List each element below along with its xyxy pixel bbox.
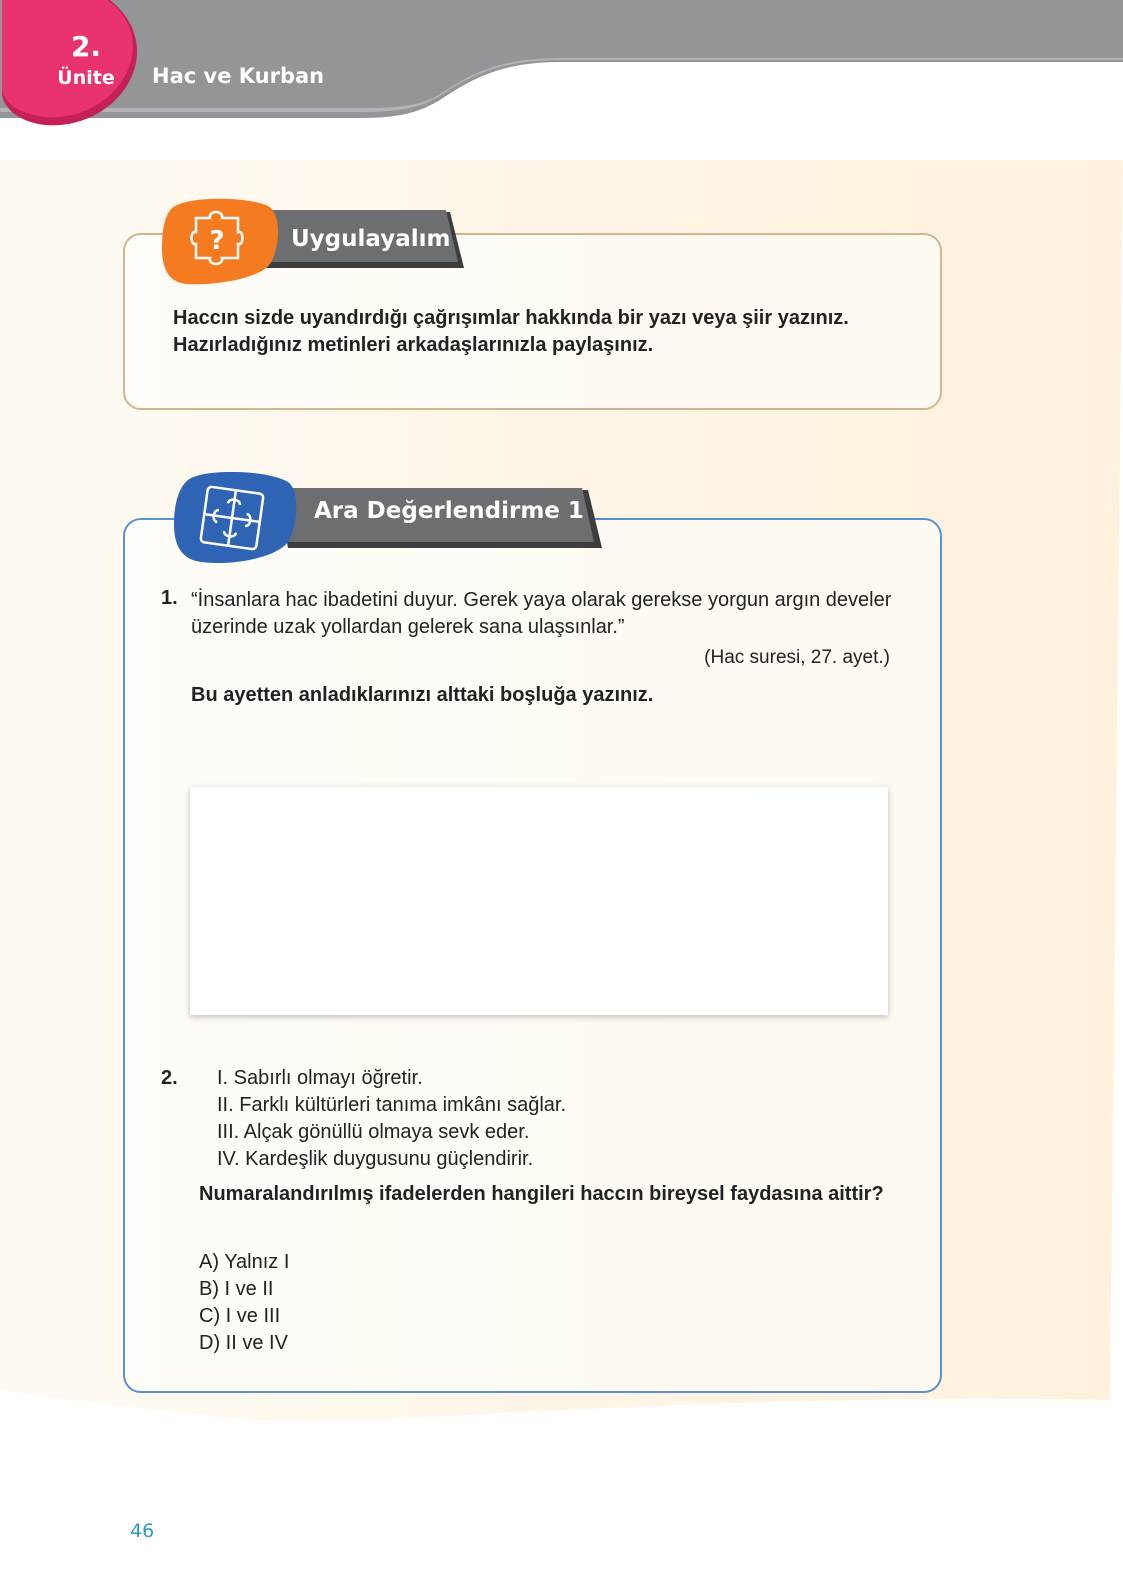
chapter-title: Hac ve Kurban xyxy=(152,64,325,88)
question-1-source: (Hac suresi, 27. ayet.) xyxy=(704,647,890,668)
unit-number: 2. xyxy=(70,30,102,63)
answer-writing-area[interactable] xyxy=(190,787,888,1015)
question-1-number: 1. xyxy=(161,587,178,609)
option-c[interactable]: C) I ve III xyxy=(199,1305,281,1327)
statement-3: III. Alçak gönüllü olmaya sevk eder. xyxy=(217,1121,530,1143)
question-1-instruction: Bu ayetten anladıklarınızı alttaki boşluğa yazınız. xyxy=(191,684,654,706)
statement-1: I. Sabırlı olmayı öğretir. xyxy=(217,1067,423,1089)
activity-title: Uygulayalım xyxy=(291,226,451,252)
statement-4: IV. Kardeşlik duygusunu güçlendirir. xyxy=(217,1148,534,1170)
question-1-quote: “İnsanlara hac ibadetini duyur. Gerek yaya olarak gerekse yorgun argın develer üzerinde uzak yollardan gelerek sana ulaşsınlar.” xyxy=(191,589,892,638)
option-b[interactable]: B) I ve II xyxy=(199,1278,274,1300)
unit-label: Ünite xyxy=(57,67,115,89)
svg-text:?: ? xyxy=(209,226,225,256)
question-2-number: 2. xyxy=(161,1067,178,1089)
activity-text: Haccın sizde uyandırdığı çağrışımlar hakkında bir yazı veya şiir yazınız. Hazırladığınız metinleri arkadaşlarınızla paylaşınız. xyxy=(173,307,849,356)
option-d[interactable]: D) II ve IV xyxy=(199,1332,288,1354)
option-a[interactable]: A) Yalnız I xyxy=(199,1251,290,1273)
page-number: 46 xyxy=(130,1520,155,1542)
assessment-title: Ara Değerlendirme 1 xyxy=(314,498,584,524)
puzzle-pieces-icon xyxy=(196,482,268,554)
statement-2: II. Farklı kültürleri tanıma imkânı sağlar. xyxy=(217,1094,567,1116)
question-2-instruction: Numaralandırılmış ifadelerden hangileri haccın bireysel faydasına aittir? xyxy=(199,1183,884,1205)
puzzle-question-icon xyxy=(188,206,246,276)
